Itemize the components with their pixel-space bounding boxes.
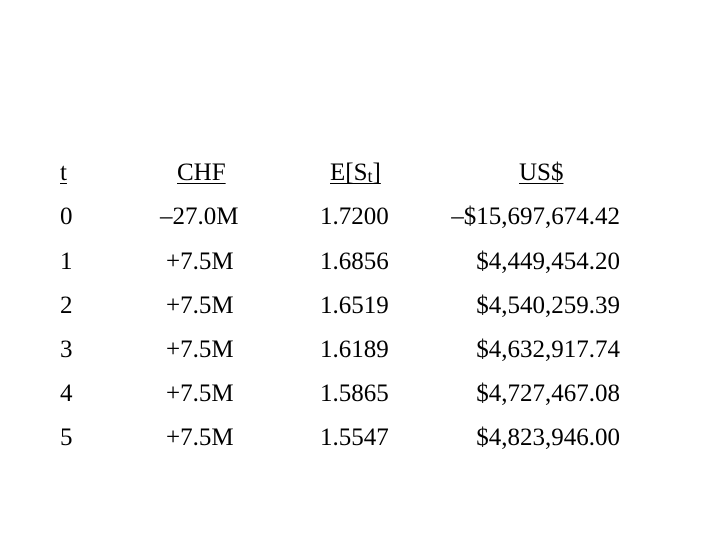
row-1-rate: 1.6856	[320, 248, 389, 275]
header-chf: CHF	[177, 159, 226, 186]
row-3-usd: $4,632,917.74	[476, 336, 620, 363]
row-3-rate: 1.6189	[320, 336, 389, 363]
row-0-usd: –$15,697,674.42	[451, 203, 620, 230]
row-0-rate: 1.7200	[320, 203, 389, 230]
row-0-t: 0	[60, 203, 73, 230]
row-1-t: 1	[60, 248, 73, 275]
row-2-t: 2	[60, 292, 73, 319]
row-3-t: 3	[60, 336, 73, 363]
row-1-chf: +7.5M	[166, 248, 234, 275]
row-5-chf: +7.5M	[166, 424, 234, 451]
row-4-chf: +7.5M	[166, 380, 234, 407]
row-5-rate: 1.5547	[320, 424, 389, 451]
header-expected-spot-subscript: t	[367, 166, 373, 186]
header-t: t	[60, 159, 67, 186]
row-5-t: 5	[60, 424, 73, 451]
header-usd: US$	[519, 159, 564, 186]
header-expected-spot	[330, 158, 381, 189]
header-expected-spot-prefix: E[S	[330, 159, 368, 186]
row-2-usd: $4,540,259.39	[476, 292, 620, 319]
row-2-chf: +7.5M	[166, 292, 234, 319]
row-1-usd: $4,449,454.20	[476, 248, 620, 275]
row-2-rate: 1.6519	[320, 292, 389, 319]
row-4-usd: $4,727,467.08	[476, 380, 620, 407]
row-3-chf: +7.5M	[166, 336, 234, 363]
header-expected-spot-suffix: ]	[372, 159, 381, 186]
row-5-usd: $4,823,946.00	[476, 424, 620, 451]
row-4-rate: 1.5865	[320, 380, 389, 407]
row-0-chf: –27.0M	[160, 203, 239, 230]
row-4-t: 4	[60, 380, 73, 407]
